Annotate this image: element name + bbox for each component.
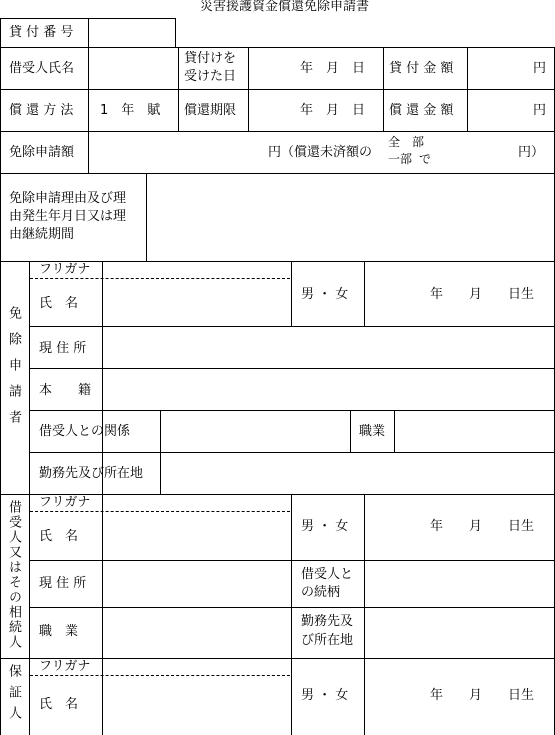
heir-name-field[interactable] bbox=[103, 495, 290, 559]
heir-birthdate[interactable]: 年 月 日生 bbox=[430, 519, 535, 534]
heir-workplace-label-1: 勤務先及 bbox=[301, 614, 354, 629]
loan-number-field[interactable] bbox=[89, 19, 174, 46]
heir-workplace-label-2: び所在地 bbox=[301, 633, 354, 648]
guarantor-name-field[interactable] bbox=[103, 659, 290, 735]
applicant-furigana-label: フリガナ bbox=[39, 262, 91, 277]
guarantor-gender[interactable]: 男 ・ 女 bbox=[301, 688, 349, 703]
repay-amount-label: 償 還 金 額 bbox=[389, 103, 454, 118]
heir-relation-label-1: 借受人と bbox=[301, 567, 354, 582]
repay-deadline-value[interactable]: 年 月 日 bbox=[300, 103, 366, 118]
guarantor-name-label: 氏 名 bbox=[39, 697, 79, 712]
heir-relation-field[interactable] bbox=[365, 561, 553, 606]
applicant-address-field[interactable] bbox=[103, 327, 553, 367]
applicant-job-label: 職業 bbox=[359, 424, 386, 439]
repay-amount-yen: 円 bbox=[533, 103, 547, 118]
applicant-honseki-field[interactable] bbox=[103, 369, 553, 409]
loan-date-label-2: 受けた日 bbox=[184, 69, 237, 84]
heir-workplace-field[interactable] bbox=[365, 608, 553, 657]
reason-field[interactable] bbox=[147, 174, 553, 260]
exempt-de: で bbox=[419, 152, 432, 166]
repay-deadline-label: 償還期限 bbox=[184, 103, 237, 118]
applicant-side-label: 免除申請者 bbox=[6, 306, 21, 436]
heir-side-label: 借受人又はその相続人 bbox=[6, 500, 21, 650]
heir-name-label: 氏 名 bbox=[39, 529, 79, 544]
heir-address-label: 現 住 所 bbox=[39, 576, 87, 591]
heir-address-field[interactable] bbox=[103, 561, 290, 606]
guarantor-furigana-label: フリガナ bbox=[39, 659, 91, 674]
applicant-honseki-label: 本 籍 bbox=[39, 383, 92, 398]
heir-relation-label-2: の続柄 bbox=[301, 585, 341, 600]
heir-gender[interactable]: 男 ・ 女 bbox=[301, 519, 349, 534]
applicant-workplace-label: 勤務先及び所在地 bbox=[39, 466, 144, 481]
exempt-yen-open: 円（償還未済額の bbox=[268, 145, 373, 160]
loan-number-label: 貸 付 番 号 bbox=[9, 25, 74, 40]
applicant-job-field[interactable] bbox=[395, 411, 553, 451]
borrower-name-label: 借受人氏名 bbox=[9, 61, 75, 76]
repay-method-value: 1 年 賦 bbox=[100, 103, 161, 118]
applicant-name-label: 氏 名 bbox=[39, 296, 79, 311]
applicant-workplace-field[interactable] bbox=[161, 453, 553, 493]
applicant-relation-field[interactable] bbox=[161, 411, 349, 451]
loan-amount-yen: 円 bbox=[533, 61, 547, 76]
reason-label-2: 由発生年月日又は理 bbox=[9, 209, 127, 224]
loan-date-label-1: 貸付けを bbox=[184, 51, 237, 66]
exempt-yen-close: 円） bbox=[518, 145, 545, 160]
heir-job-label: 職 業 bbox=[39, 624, 79, 639]
loan-amount-label: 貸 付 金 額 bbox=[389, 61, 454, 76]
applicant-name-field[interactable] bbox=[103, 262, 290, 325]
heir-furigana-label: フリガナ bbox=[39, 495, 91, 510]
applicant-gender[interactable]: 男 ・ 女 bbox=[301, 287, 349, 302]
exempt-part: 一部 bbox=[388, 152, 413, 166]
reason-label-1: 免除申請理由及び理 bbox=[9, 191, 127, 206]
applicant-relation-label: 借受人との関係 bbox=[39, 424, 131, 439]
reason-label-3: 由継続期間 bbox=[9, 227, 75, 242]
applicant-birthdate[interactable]: 年 月 日生 bbox=[430, 287, 535, 302]
exempt-amount-label: 免除申請額 bbox=[9, 145, 75, 160]
exempt-all: 全 部 bbox=[388, 135, 425, 149]
applicant-address-label: 現 住 所 bbox=[39, 341, 87, 356]
heir-job-field[interactable] bbox=[103, 608, 290, 657]
repay-method-label: 償 還 方 法 bbox=[9, 103, 74, 118]
loan-date-value[interactable]: 年 月 日 bbox=[300, 61, 366, 76]
guarantor-birthdate[interactable]: 年 月 日生 bbox=[430, 688, 535, 703]
page-title: 災害援護資金償還免除申請書 bbox=[200, 0, 370, 14]
guarantor-side-label: 保証人 bbox=[6, 664, 21, 727]
borrower-name-field[interactable] bbox=[89, 48, 177, 88]
